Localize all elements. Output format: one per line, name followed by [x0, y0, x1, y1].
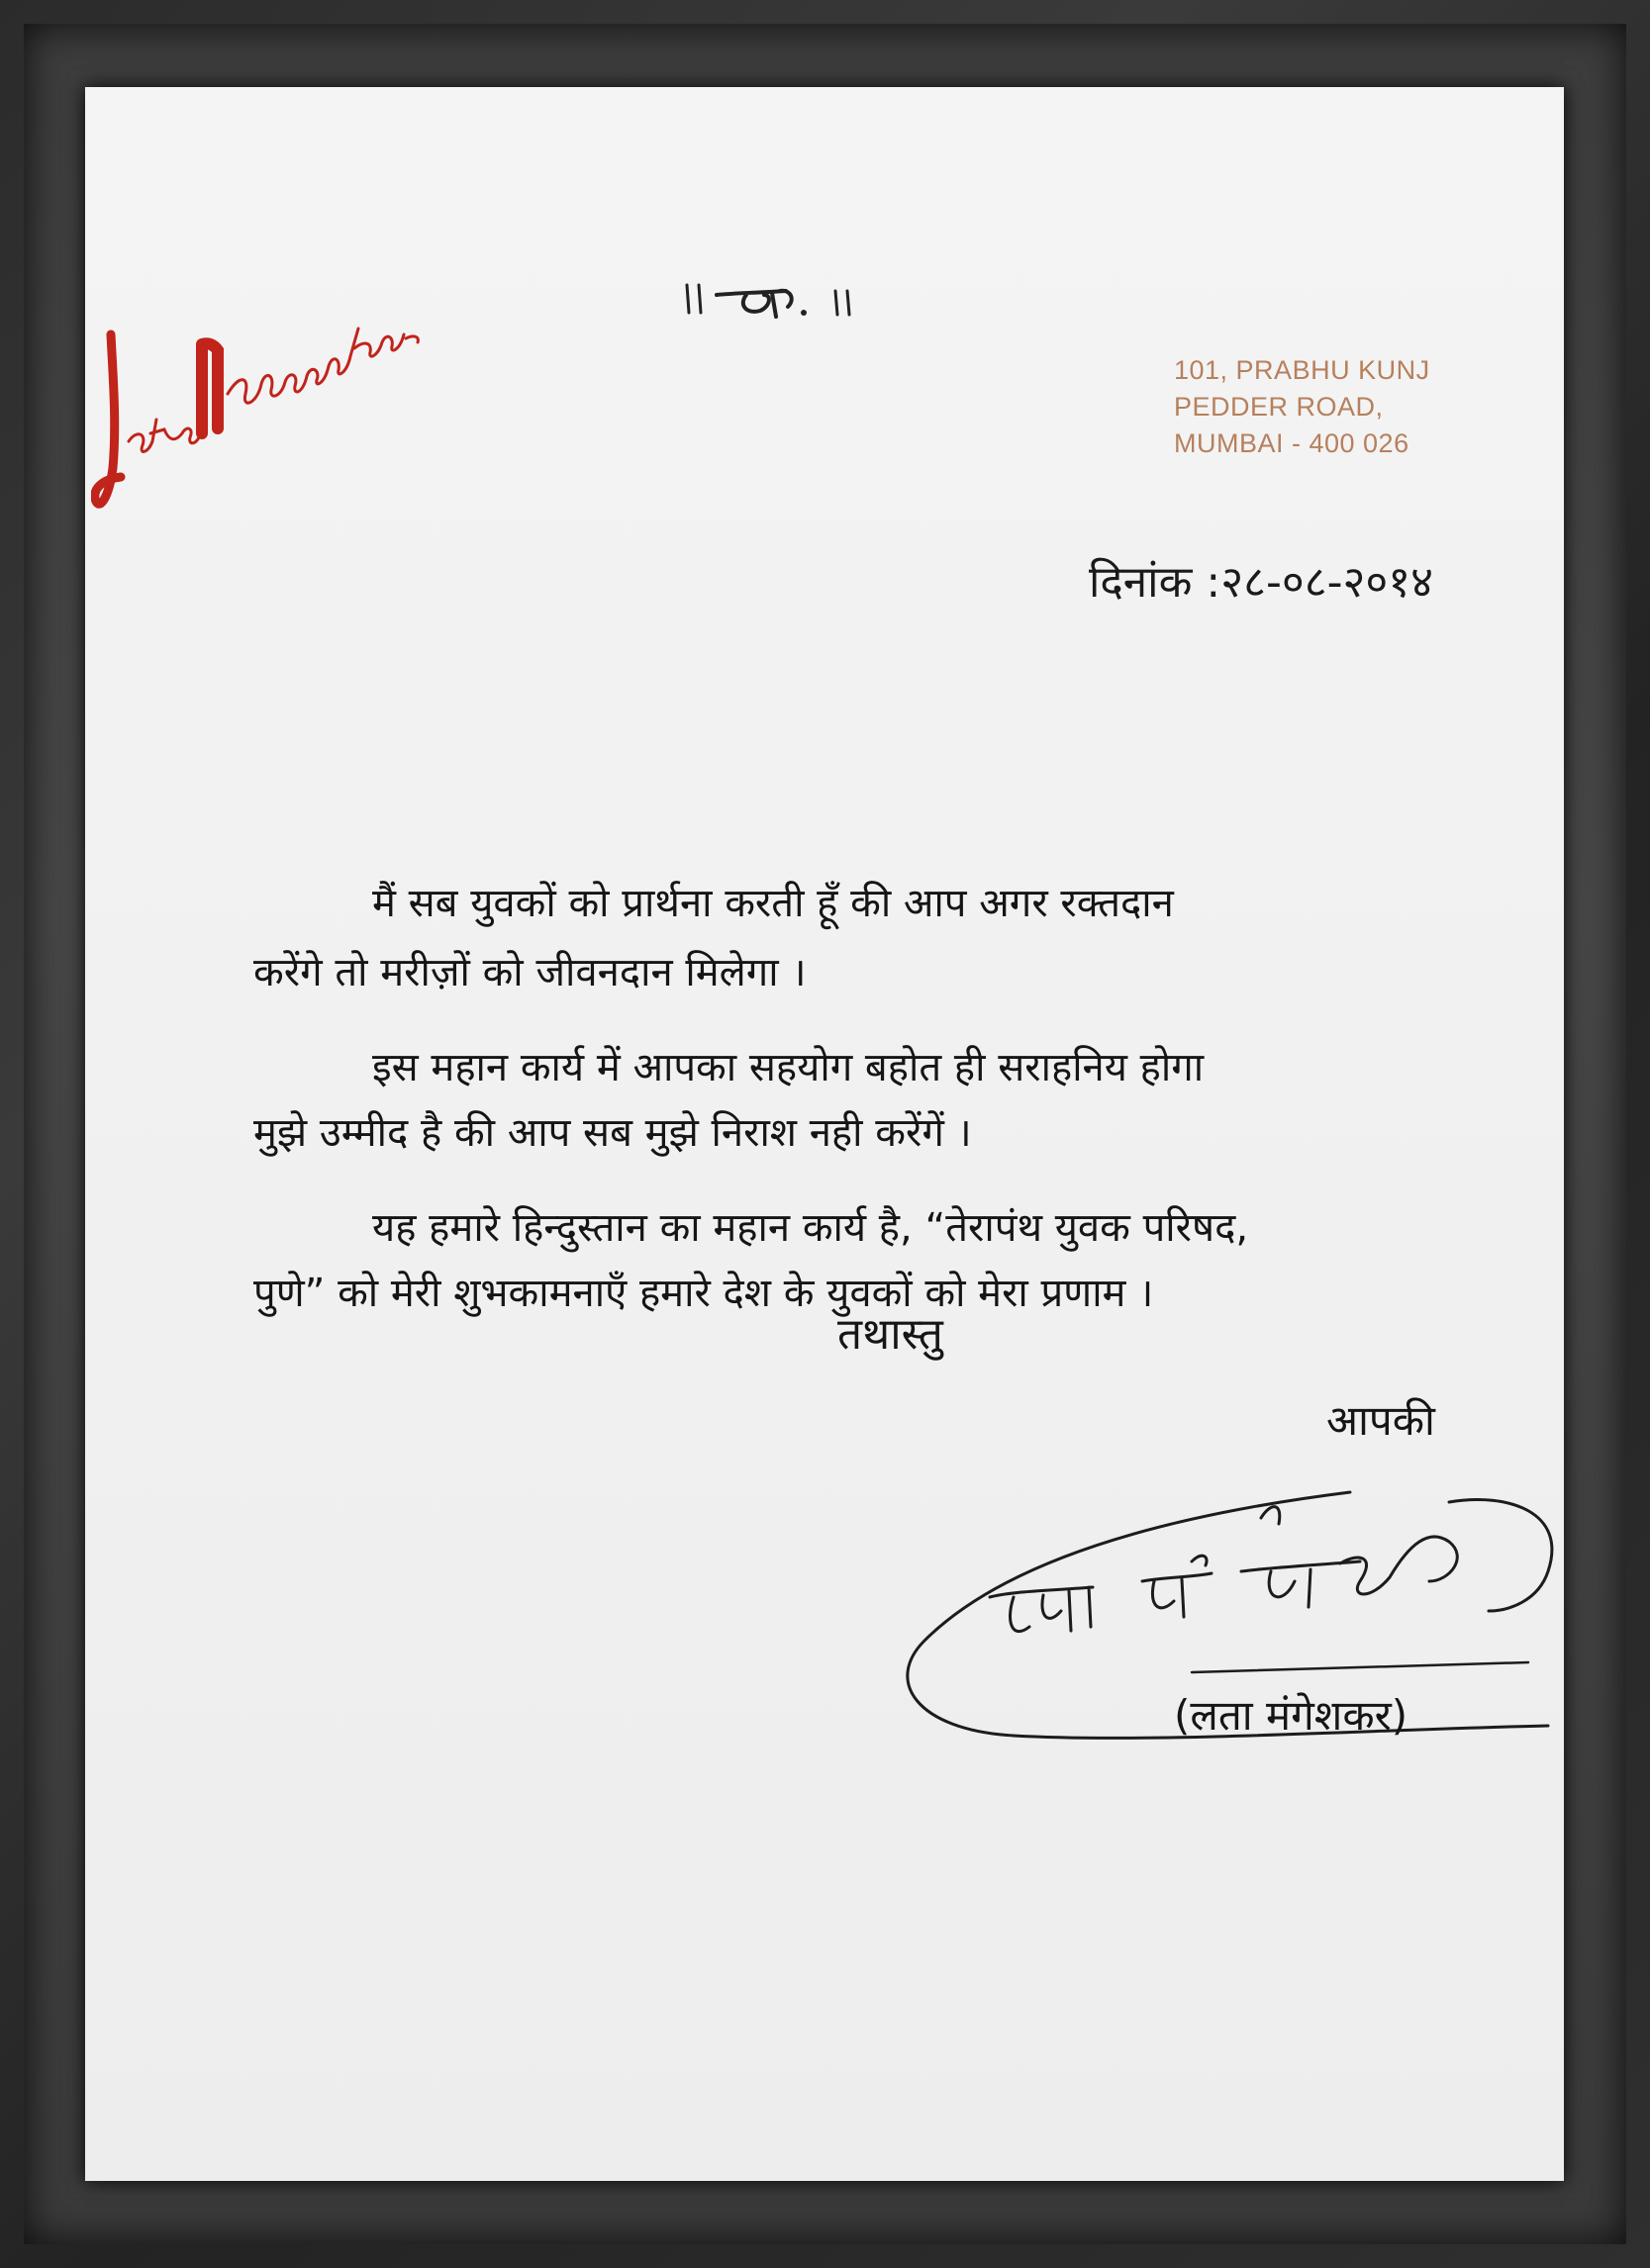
address-line-1: 101, PRABHU KUNJ	[1174, 355, 1430, 385]
closing-blessing: तथास्तु	[837, 1309, 943, 1360]
body-paragraph-2	[253, 1035, 1540, 1166]
paragraph-2-line-1: इस महान कार्य में आपका सहयोग बहोत ही सराहनिय होगा	[372, 1045, 1205, 1090]
paragraph-2-line-2: मुझे उम्मीद है की आप सब मुझे निराश नही करेंगें ।	[253, 1110, 972, 1156]
paragraph-1-line-1: मैं सब युवकों को प्रार्थना करती हूँ की आप अगर रक्तदान	[372, 881, 1174, 926]
letter-paper	[85, 87, 1564, 2181]
paragraph-3-line-1: यह हमारे हिन्दुस्तान का महान कार्य है, “तेरापंथ युवक परिषद,	[372, 1205, 1249, 1251]
letter-date	[1089, 550, 1433, 610]
closing-salutation: आपकी	[1326, 1396, 1435, 1445]
date-label: दिनांक :	[1089, 557, 1221, 608]
address-line-2: PEDDER ROAD,	[1174, 392, 1384, 422]
body-paragraph-1	[253, 869, 1540, 1007]
date-value: २८-०८-२०१४	[1220, 557, 1433, 608]
signatory-name: (लता मंगेशकर)	[1174, 1691, 1408, 1740]
invocation-mark	[677, 255, 895, 334]
paragraph-1-line-2: करेंगे तो मरीज़ों को जीवनदान मिलेगा ।	[253, 950, 807, 995]
letterhead-logo	[91, 226, 517, 552]
letterhead-address	[1174, 352, 1430, 462]
address-line-3: MUMBAI - 400 026	[1174, 428, 1409, 458]
paragraph-3-line-2: पुणे” को मेरी शुभकामनाएँ हमारे देश के युवकों को मेरा प्रणाम ।	[253, 1271, 1154, 1316]
handwritten-signature	[895, 1433, 1564, 1819]
